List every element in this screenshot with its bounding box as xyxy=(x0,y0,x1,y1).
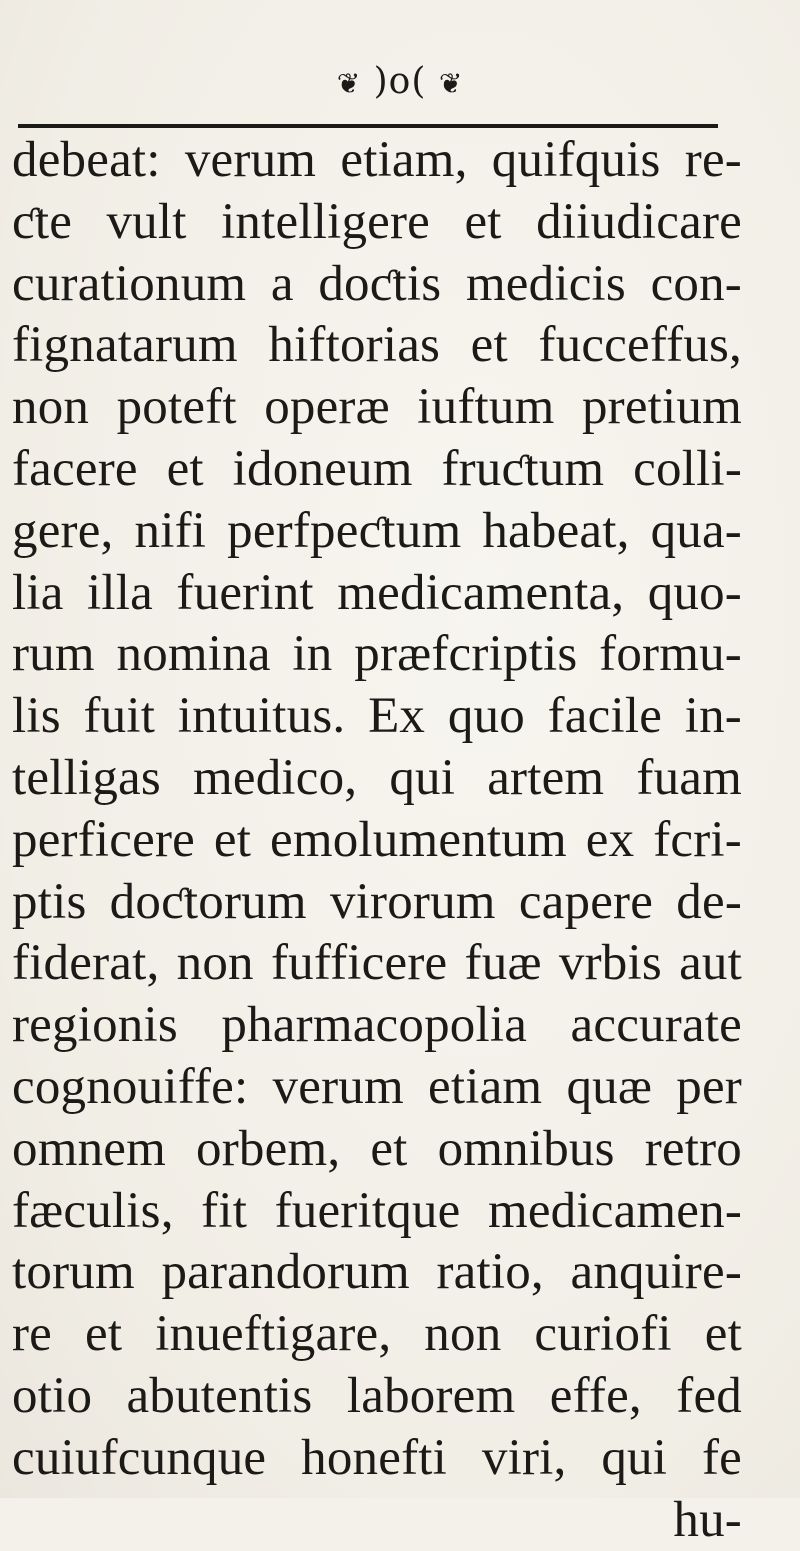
text-line: rum nomina in præfcriptis formu- xyxy=(12,626,742,683)
text-line: otio abutentis laborem effe, fed xyxy=(12,1367,742,1424)
body-text xyxy=(12,130,742,1551)
text-line: ƈte vult intelligere et diiudicare xyxy=(12,193,742,250)
text-line: telligas medico, qui artem fuam xyxy=(12,749,742,806)
text-line: fiderat, non fufficere fuæ vrbis aut xyxy=(12,935,742,992)
text-line: cognouiffe: verum etiam quæ per xyxy=(12,1058,742,1115)
ornament-right-icon: ❦ xyxy=(438,67,464,100)
text-line: torum parandorum ratio, anquire- xyxy=(12,1244,742,1301)
page-header xyxy=(0,62,800,104)
header-rule xyxy=(18,124,718,128)
text-line: perficere et emolumentum ex fcri- xyxy=(12,811,742,868)
text-line: lis fuit intuitus. Ex quo facile in- xyxy=(12,688,742,745)
text-line: cuiufcunque honefti viri, qui fe xyxy=(12,1429,742,1486)
text-line: lia illa fuerint medicamenta, quo- xyxy=(12,564,742,621)
catchword: hu- xyxy=(673,1491,742,1548)
text-line: omnem orbem, et omnibus retro xyxy=(12,1120,742,1177)
text-line: re et inueftigare, non curiofi et xyxy=(12,1306,742,1363)
text-line: ptis doƈtorum virorum capere de- xyxy=(12,873,742,930)
text-line: fignatarum hiftorias et fucceffus, xyxy=(12,317,742,374)
text-line: gere, nifi perfpeƈtum habeat, qua- xyxy=(12,502,742,559)
text-line: debeat: verum etiam, quifquis re- xyxy=(12,132,742,188)
text-line: regionis pharmacopolia accurate xyxy=(12,997,742,1054)
text-line: non poteft operæ iuftum pretium xyxy=(12,379,742,436)
text-line: facere et idoneum fruƈtum colli- xyxy=(12,440,742,497)
text-line: curationum a doƈtis medicis con- xyxy=(12,255,742,312)
ornament-left-icon: ❦ xyxy=(336,67,362,100)
header-mark: )o( xyxy=(373,61,427,102)
text-line: fæculis, fit fueritque medicamen- xyxy=(12,1182,742,1239)
